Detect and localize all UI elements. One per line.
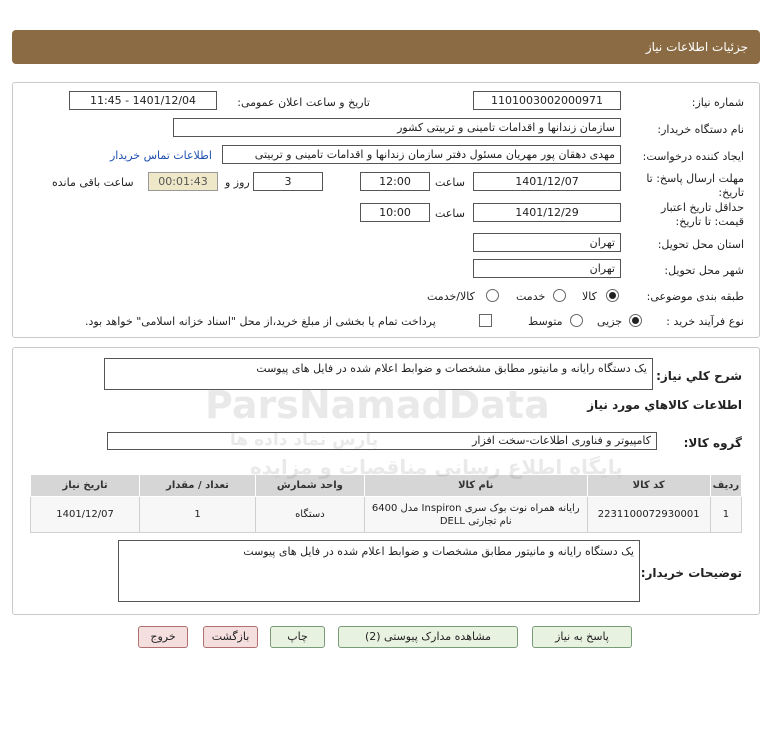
announce-label: تاریخ و ساعت اعلان عمومی: bbox=[237, 96, 370, 109]
deadline-label-1: مهلت ارسال پاسخ: تا bbox=[646, 172, 744, 185]
col-date: تاریخ نیاز bbox=[31, 475, 140, 497]
exit-button[interactable]: خروج bbox=[138, 626, 188, 648]
category-goods-label: کالا bbox=[582, 290, 597, 303]
page-title: جزئیات اطلاعات نیاز bbox=[645, 40, 748, 54]
process-label: نوع فرآیند خرید : bbox=[666, 315, 744, 328]
deadline-time-label: ساعت bbox=[435, 176, 465, 189]
deadline-time-field: 12:00 bbox=[360, 172, 430, 191]
city-field: تهران bbox=[473, 259, 621, 278]
remaining-label: ساعت باقی مانده bbox=[52, 176, 134, 189]
validity-date-field: 1401/12/29 bbox=[473, 203, 621, 222]
process-minor-radio[interactable] bbox=[629, 314, 642, 327]
days-label: روز و bbox=[225, 176, 250, 189]
cell-date: 1401/12/07 bbox=[31, 497, 140, 533]
buyer-notes-label: توضیحات خریدار: bbox=[640, 566, 742, 580]
col-code: کد کالا bbox=[587, 475, 710, 497]
province-field: تهران bbox=[473, 233, 621, 252]
col-qty: تعداد / مقدار bbox=[140, 475, 256, 497]
col-unit: واحد شمارش bbox=[255, 475, 364, 497]
payment-note: پرداخت تمام یا بخشی از مبلغ خرید،از محل "اسناد خزانه اسلامی" خواهد بود. bbox=[85, 315, 436, 328]
province-label: استان محل تحویل: bbox=[657, 238, 744, 251]
summary-label: شرح کلي نياز: bbox=[656, 369, 742, 383]
days-field: 3 bbox=[253, 172, 323, 191]
cell-row: 1 bbox=[710, 497, 741, 533]
need-number-field: 1101003002000971 bbox=[473, 91, 621, 110]
category-both-label: کالا/خدمت bbox=[427, 290, 475, 303]
cell-qty: 1 bbox=[140, 497, 256, 533]
treasury-checkbox[interactable] bbox=[479, 314, 492, 327]
validity-label-2: قیمت: تا تاریخ: bbox=[675, 215, 744, 228]
buyer-notes-field: یک دستگاه رایانه و مانیتور مطابق مشخصات و ضوابط اعلام شده در فایل های پیوست bbox=[118, 540, 640, 602]
print-button[interactable]: چاپ bbox=[270, 626, 325, 648]
goods-table bbox=[30, 474, 742, 533]
validity-time-field: 10:00 bbox=[360, 203, 430, 222]
col-name: نام کالا bbox=[364, 475, 587, 497]
process-medium-radio[interactable] bbox=[570, 314, 583, 327]
goods-group-field: کامپیوتر و فناوری اطلاعات-سخت افزار bbox=[107, 432, 657, 450]
process-minor-label: جزیی bbox=[597, 315, 623, 328]
goods-section-title: اطلاعات کالاهاي مورد نياز bbox=[587, 398, 742, 412]
validity-time-label: ساعت bbox=[435, 207, 465, 220]
table-row[interactable] bbox=[31, 497, 742, 533]
announce-field: 1401/12/04 - 11:45 bbox=[69, 91, 217, 110]
buyer-label: نام دستگاه خریدار: bbox=[657, 123, 744, 136]
category-service-label: خدمت bbox=[516, 290, 546, 303]
cell-name: رایانه همراه نوت بوک سری Inspiron مدل 6400 نام تجارتی DELL bbox=[364, 497, 587, 533]
category-label: طبقه بندی موضوعی: bbox=[646, 290, 744, 303]
process-medium-label: متوسط bbox=[528, 315, 563, 328]
col-row: ردیف bbox=[710, 475, 741, 497]
attachments-button[interactable]: مشاهده مدارک پیوستی (2) bbox=[338, 626, 518, 648]
creator-field: مهدی دهقان پور مهریان مسئول دفتر سازمان زندانها و اقدامات تامینی و تربیتی bbox=[222, 145, 621, 164]
need-number-label: شماره نیاز: bbox=[691, 96, 744, 109]
category-goods-radio[interactable] bbox=[606, 289, 619, 302]
cell-code: 2231100072930001 bbox=[587, 497, 710, 533]
contact-buyer-link[interactable]: اطلاعات تماس خریدار bbox=[110, 149, 212, 162]
table-header-row bbox=[31, 475, 742, 497]
city-label: شهر محل تحویل: bbox=[664, 264, 744, 277]
deadline-label-2: تاریخ: bbox=[718, 186, 744, 199]
summary-field: یک دستگاه رایانه و مانیتور مطابق مشخصات و ضوابط اعلام شده در فایل های پیوست bbox=[104, 358, 653, 390]
category-service-radio[interactable] bbox=[553, 289, 566, 302]
goods-group-label: گروه کالا: bbox=[683, 436, 742, 450]
back-button[interactable]: بازگشت bbox=[203, 626, 258, 648]
category-both-radio[interactable] bbox=[486, 289, 499, 302]
creator-label: ایجاد کننده درخواست: bbox=[642, 150, 744, 163]
validity-label-1: حداقل تاریخ اعتبار bbox=[660, 201, 744, 214]
deadline-date-field: 1401/12/07 bbox=[473, 172, 621, 191]
remaining-timer: 00:01:43 bbox=[148, 172, 218, 191]
page-header bbox=[12, 30, 760, 64]
buyer-field: سازمان زندانها و اقدامات تامینی و تربیتی کشور bbox=[173, 118, 621, 137]
cell-unit: دستگاه bbox=[255, 497, 364, 533]
reply-button[interactable]: پاسخ به نیاز bbox=[532, 626, 632, 648]
